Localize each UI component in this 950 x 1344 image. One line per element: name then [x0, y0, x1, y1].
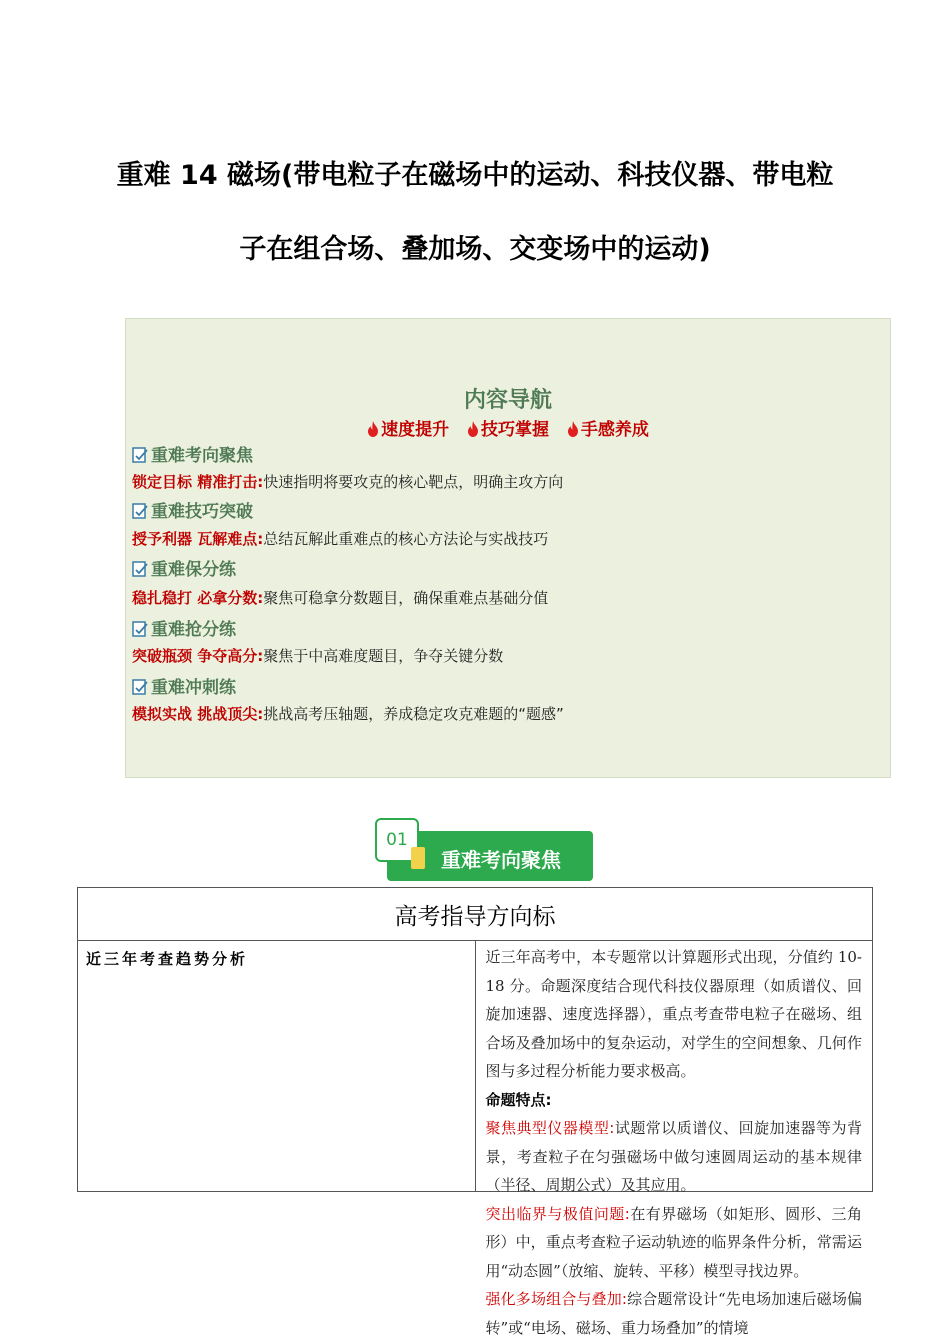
guide-intro: 近三年高考中，本专题常以计算题形式出现，分值约 10-18 分。命题深度结合现代科技仪器原理（如质谱仪、回旋加速器、速度选择器），重点考查带电粒子在磁场、组合场及叠加场中的复杂运动，对学生的空间想象、几何作图与多过程分析能力要求极高。	[485, 948, 862, 1080]
section-badge	[375, 818, 595, 884]
nav-section-key: 授予利器 瓦解难点:	[132, 530, 264, 548]
guide-row-content	[476, 941, 873, 1337]
feature-text: 试题常以质谱仪、回旋加速器等为背景，考查粒子在匀强磁场中做匀速圆周运动的基本规律（半径、周期公式）及其应用。	[485, 1119, 862, 1194]
nav-section-text: 快速指明将要攻克的核心靶点，明确主攻方向	[263, 473, 564, 491]
nav-section-description	[132, 528, 548, 549]
features-heading: 命题特点:	[485, 1090, 552, 1109]
nav-section-heading	[132, 441, 253, 466]
feature-key: 突出临界与极值问题:	[485, 1204, 630, 1223]
nav-section-key: 突破瓶颈 争夺高分:	[132, 647, 264, 665]
flame-icon	[567, 421, 579, 437]
badge-marker	[411, 847, 425, 869]
guide-table	[77, 887, 873, 1337]
checklist-icon	[132, 503, 148, 519]
navigation-tag	[567, 420, 649, 440]
navigation-tag	[367, 420, 449, 440]
navigation-tag	[467, 420, 549, 440]
checklist-icon	[132, 447, 148, 463]
flame-icon	[467, 421, 479, 437]
feature-item	[486, 1114, 863, 1200]
nav-section-heading	[132, 615, 236, 640]
nav-section-key: 稳扎稳打 必拿分数:	[132, 589, 264, 607]
nav-section-text: 挑战高考压轴题，养成稳定攻克难题的“题感”	[263, 705, 564, 723]
feature-text: 综合题常设计“先电场加速后磁场偏转”或“电场、磁场、重力场叠加”的情境	[485, 1290, 863, 1337]
feature-key: 强化多场组合与叠加:	[485, 1290, 627, 1308]
checklist-icon	[132, 561, 148, 577]
content-navigation-panel	[125, 318, 891, 778]
navigation-tag-label: 手感养成	[580, 420, 649, 440]
nav-section-description	[132, 645, 503, 666]
checklist-icon	[132, 621, 148, 637]
nav-section-heading-text: 重难保分练	[151, 560, 236, 580]
nav-section-key: 锁定目标 精准打击:	[132, 473, 264, 491]
navigation-tags	[126, 415, 890, 440]
section-badge-label: 重难考向聚焦	[441, 848, 561, 872]
nav-section-heading-text: 重难冲刺练	[151, 678, 236, 698]
nav-section-heading	[132, 673, 236, 698]
nav-section-description	[132, 471, 563, 492]
navigation-tag-label: 速度提升	[381, 420, 450, 440]
nav-section-description	[132, 587, 548, 608]
guide-row-label: 近三年考查趋势分析	[78, 941, 476, 1192]
guide-table-header: 高考指导方向标	[78, 888, 873, 941]
navigation-title: 内容导航	[463, 388, 552, 413]
page-title-line-2: 子在组合场、叠加场、交变场中的运动)	[239, 234, 711, 265]
nav-section-text: 聚焦可稳拿分数题目，确保重难点基础分值	[263, 589, 549, 607]
nav-section-heading	[132, 555, 236, 580]
section-number: 01	[375, 818, 419, 862]
nav-section-heading-text: 重难技巧突破	[151, 502, 253, 522]
checklist-icon	[132, 679, 148, 695]
navigation-tag-label: 技巧掌握	[481, 420, 549, 440]
nav-section-description	[132, 703, 564, 724]
guide-row-content-cell	[475, 941, 873, 1337]
flame-icon	[367, 421, 379, 437]
feature-key: 聚焦典型仪器模型:	[485, 1119, 615, 1137]
nav-section-heading	[132, 497, 253, 522]
feature-item	[486, 1200, 863, 1286]
nav-section-text: 总结瓦解此重难点的核心方法论与实战技巧	[263, 530, 549, 548]
nav-section-heading-text: 重难抢分练	[151, 620, 236, 640]
feature-text: 在有界磁场（如矩形、圆形、三角形）中，重点考查粒子运动轨迹的临界条件分析，常需运用“动态圆”（放缩、旋转、平移）模型寻找边界。	[485, 1204, 862, 1280]
feature-item	[486, 1285, 863, 1342]
nav-section-key: 模拟实战 挑战顶尖:	[132, 705, 264, 723]
nav-section-heading-text: 重难考向聚焦	[151, 446, 253, 466]
nav-section-text: 聚焦于中高难度题目，争夺关键分数	[263, 647, 504, 665]
page-title-line-1: 重难 14 磁场(带电粒子在磁场中的运动、科技仪器、带电粒	[116, 160, 834, 191]
